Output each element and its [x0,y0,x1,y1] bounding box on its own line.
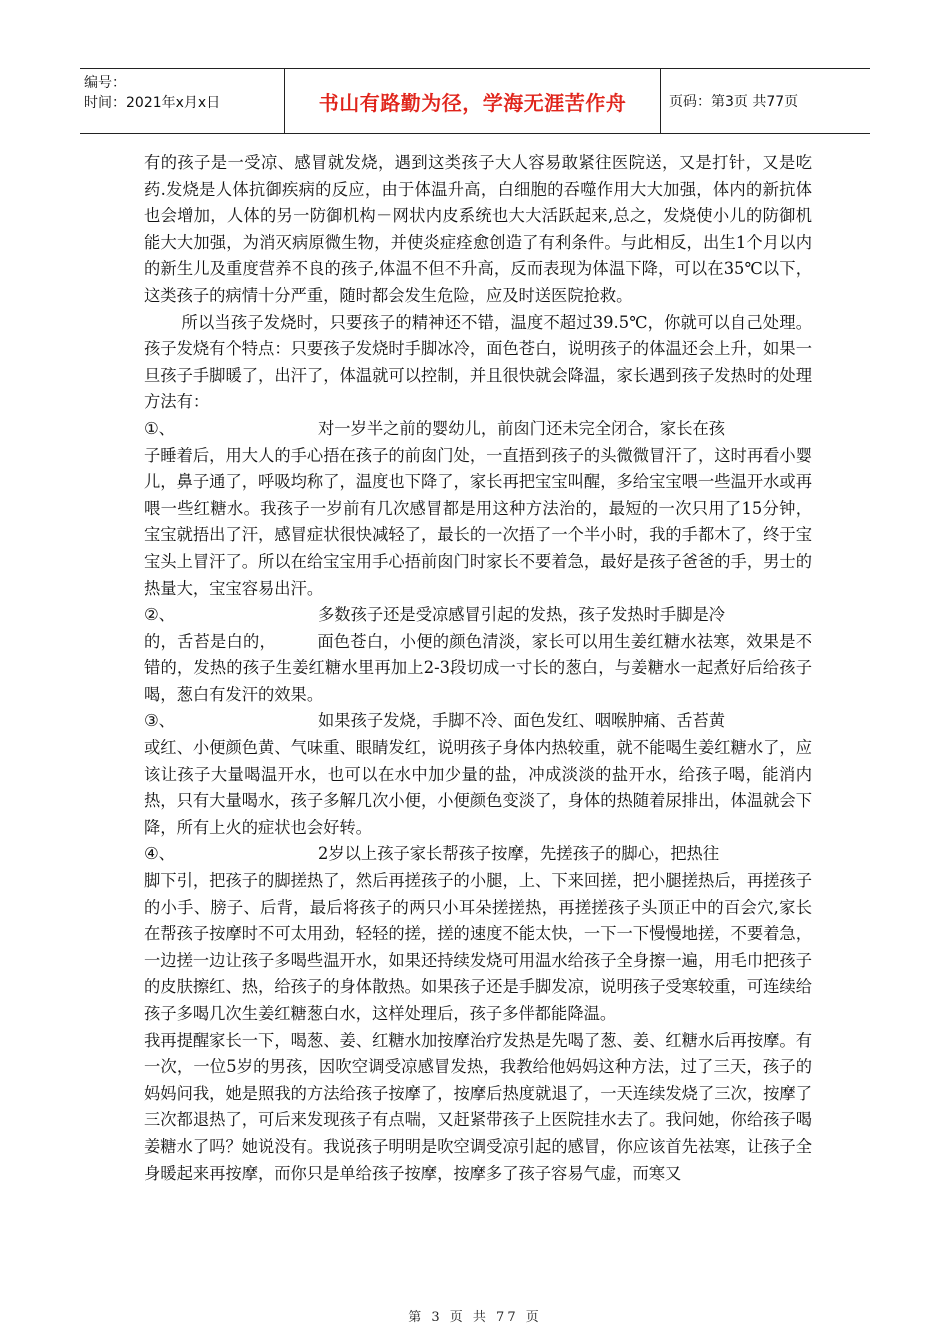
document-body [144,150,812,1187]
header-meta [80,69,285,133]
page-header [80,68,870,134]
list-item [144,416,812,602]
document-time-label: 时间：2021年x月x日 [84,95,221,111]
list-item-text: 脚下引，把孩子的脚搓热了，然后再搓孩子的小腿，上、下来回搓，把小腿搓热后，再搓孩子的小手、膀子、后背，最后将孩子的两只小耳朵搓搓热，再搓搓孩子头顶正中的百会穴,家长在帮孩子按摩时不可太用劲，轻轻的搓，搓的速度不能太快，一下一下慢慢地搓，不要着急，一边搓一边让孩子多喝些温开水，如果还持续发烧可用温水给孩子全身擦一遍，用毛巾把孩子的皮肤擦红、热，给孩子的身体散热。如果孩子还是手脚发凉，说明孩子受寒较重，可连续给孩子多喝几次生姜红糖葱白水，这样处理后，孩子多伴都能降温。 [144,871,812,1023]
list-item-lead: 多数孩子还是受凉感冒引起的发热，孩子发热时手脚是冷 [318,605,726,625]
list-item-lead: 2岁以上孩子家长帮孩子按摩，先搓孩子的脚心，把热往 [318,844,720,864]
list-item-text: 子睡着后，用大人的手心捂在孩子的前囱门处，一直捂到孩子的头微微冒汗了，这时再看小婴儿，鼻子通了，呼吸均称了，温度也下降了，家长再把宝宝叫醒，多给宝宝喂一些温开水或再喂一些红糖水。我孩子一岁前有几次感冒都是用这种方法治的，最短的一次只用了15分钟，宝宝就捂出了汗，感冒症状很快减轻了，最长的一次捂了一个半小时，我的手都木了，终于宝宝头上冒汗了。所以在给宝宝用手心捂前囱门时家长不要着急，最好是孩子爸爸的手，男士的热量大，宝宝容易出汗。 [144,445,812,598]
list-item-number: ②、 [144,605,175,625]
list-item-lead: 如果孩子发烧，手脚不冷、面色发红、咽喉肿痛、舌苔黄 [318,711,726,731]
header-motto: 书山有路勤为径，学海无涯苦作舟 [285,69,661,133]
list-item-text: 的，舌苔是白的， 面色苍白，小便的颜色清淡，家长可以用生姜红糖水祛寒，效果是不错的，发热的孩子生姜红糖水里再加上2-3段切成一寸长的葱白，与姜糖水一起煮好后给孩子喝，葱白有发汗的效果。 [144,631,812,704]
list-item [144,841,812,1027]
list-item-lead: 对一岁半之前的婴幼儿，前囱门还未完全闭合，家长在孩 [318,418,726,438]
page-footer: 第 3 页 共 77 页 [408,1310,542,1325]
list-item [144,602,812,708]
list-item [144,708,812,841]
list-item-number: ①、 [144,418,175,438]
list-item-number: ③、 [144,711,175,731]
document-number-label: 编号： [84,75,126,91]
list-item-number: ④、 [144,844,175,864]
list-item-text: 或红、小便颜色黄、气味重、眼睛发红，说明孩子身体内热较重，就不能喝生姜红糖水了，应该让孩子大量喝温开水，也可以在水中加少量的盐，冲成淡淡的盐开水，给孩子喝，能消内热，只有大量喝水，孩子多解几次小便，小便颜色变淡了，身体的热随着尿排出，体温就会下降，所有上火的症状也会好转。 [144,738,812,837]
closing-paragraph: 我再提醒家长一下，喝葱、姜、红糖水加按摩治疗发热是先喝了葱、姜、红糖水后再按摩。有一次，一位5岁的男孩，因吹空调受凉感冒发热，我教给他妈妈这种方法，过了三天，孩子的妈妈问我，她是照我的方法给孩子按摩了，按摩后热度就退了，一天连续发烧了三次，按摩了三次都退热了，可后来发现孩子有点喘，又赶紧带孩子上医院挂水去了。我问她，你给孩子喝姜糖水了吗？她说没有。我说孩子明明是吹空调受凉引起的感冒，你应该首先祛寒，让孩子全身暖起来再按摩，而你只是单给孩子按摩，按摩多了孩子容易气虚，而寒又 [144,1030,812,1183]
body-paragraph-1: 有的孩子是一受凉、感冒就发烧，遇到这类孩子大人容易敢紧往医院送，又是打针，又是吃药.发烧是人体抗御疾病的反应，由于体温升高，白细胞的吞噬作用大大加强，体内的新抗体也会增加，人体的另一防御机构－网状内皮系统也大大活跃起来,总之，发烧使小儿的防御机能大大加强，为消灭病原微生物，并使炎症痊愈创造了有利条件。与此相反，出生1个月以内的新生儿及重度营养不良的孩子,体温不但不升高，反而表现为体温下降，可以在35℃以下，这类孩子的病情十分严重，随时都会发生危险，应及时送医院抢救。 [144,153,812,305]
body-paragraph-2: 所以当孩子发烧时，只要孩子的精神还不错，温度不超过39.5℃，你就可以自己处理。孩子发烧有个特点：只要孩子发烧时手脚冰冷，面色苍白，说明孩子的体温还会上升，如果一旦孩子手脚暖了，出汗了，体温就可以控制，并且很快就会降温，家长遇到孩子发热时的处理方法有： [144,312,812,412]
header-page-info: 页码：第3页 共77页 [669,94,799,110]
